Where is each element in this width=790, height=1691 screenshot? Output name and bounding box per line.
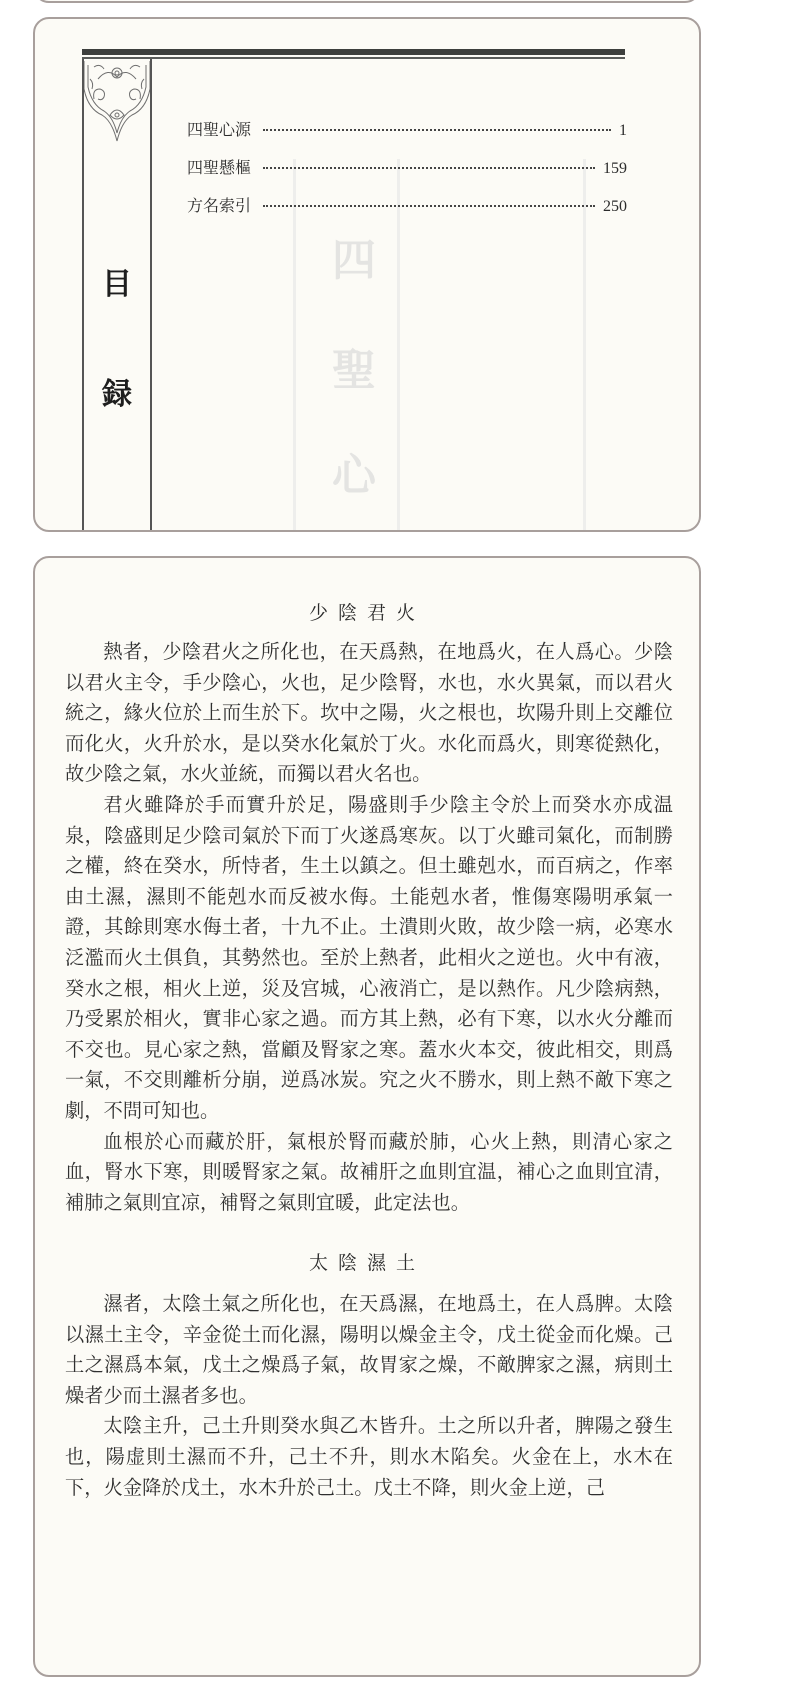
paragraph: 血根於心而藏於肝，氣根於腎而藏於肺，心火上熱，則清心家之血，腎水下寒，則暖腎家之氣。故補肝之血則宜温，補心之血則宜清，補肺之氣則宜凉，補腎之氣則宜暖，此定法也。 xyxy=(65,1129,673,1214)
paragraph: 君火雖降於手而實升於足，陽盛則手少陰主令於上而癸水亦成温泉，陰盛則足少陰司氣於下而丁火遂爲寒灰。以丁火雖司氣化，而制勝之權，終在癸水，所恃者，生土以鎮之。但土雖剋水，而百病之，作率由土濕，濕則不能剋水而反被水侮。土能剋水者，惟傷寒陽明承氣一證，其餘則寒水侮土者，十九不止。土潰則火敗，故少陰一病，必寒水泛濫而火土俱負，其勢然也。至於上熱者，此相火之逆也。火中有液，癸水之根，相火上逆，災及宫城，心液消亡，是以熱作。凡少陰病熱，乃受累於相火，實非心家之過。而方其上熱，必有下寒，以水火分離而不交也。見心家之熱，當顧及腎家之寒。蓋水火本交，彼此相交，則爲一氣，不交則離析分崩，逆爲冰炭。究之火不勝水，則上熱不敵下寒之劇，不問可知也。 xyxy=(65,792,673,1122)
toc-list xyxy=(187,117,627,231)
text-page-card xyxy=(33,556,701,1677)
toc-entry-page: 250 xyxy=(603,198,627,215)
section-title-taiyin-shitu: 太陰濕土 xyxy=(308,1252,425,1274)
toc-entry-page: 159 xyxy=(603,160,627,177)
dot-leader xyxy=(263,167,595,169)
toc-entry-page: 1 xyxy=(619,122,627,139)
paragraph: 太陰主升，己土升則癸水與乙木皆升。土之所以升者，脾陽之發生也，陽虚則土濕而不升，己土不升，則水木陷矣。火金在上，水木在下，火金降於戊土，水木升於己土。戊土不降，則火金上逆，己 xyxy=(65,1414,673,1499)
toc-title-char: 目 xyxy=(102,267,132,302)
toc-entry-label: 方名索引 xyxy=(187,196,252,215)
show-through-char: 心 xyxy=(332,450,376,501)
toc-entry-fangming-suoyin[interactable] xyxy=(187,193,627,231)
show-through-char: 聖 xyxy=(332,345,376,396)
toc-title-char: 録 xyxy=(102,377,132,412)
toc-entry-label: 四聖心源 xyxy=(187,120,252,139)
top-rule-thick xyxy=(82,49,625,55)
toc-page-card xyxy=(33,17,701,532)
toc-entry-label: 四聖懸樞 xyxy=(187,158,252,177)
dot-leader xyxy=(263,205,595,207)
section-title-shaoyin-junhuo: 少陰君火 xyxy=(308,602,425,624)
toc-entry-sisheng-xinyuan[interactable] xyxy=(187,117,627,155)
top-rule-thin xyxy=(82,57,625,59)
previous-page-card xyxy=(33,0,701,3)
section-body-taiyin-shitu xyxy=(65,1289,673,1503)
toc-entry-sisheng-xuanshu[interactable] xyxy=(187,155,627,193)
paragraph: 熱者，少陰君火之所化也，在天爲熱，在地爲火，在人爲心。少陰以君火主令，手少陰心，火也，足少陰腎，水也，水火異氣，而以君火統之，緣火位於上而生於下。坎中之陽，火之根也，坎陽升則上交離位而化火，火升於水，是以癸水化氣於丁火。水化而爲火，則寒從熱化，故少陰之氣，水火並統，而獨以君火名也。 xyxy=(65,640,673,786)
paragraph: 濕者，太陰土氣之所化也，在天爲濕，在地爲土，在人爲脾。太陰以濕土主令，辛金從土而化濕，陽明以燥金主令，戊土從金而化燥。己土之濕爲本氣，戊土之燥爲子氣，故胃家之燥，不敵脾家之濕，病則土燥者少而土濕者多也。 xyxy=(65,1292,673,1407)
section-body-shaoyin-junhuo xyxy=(65,637,673,1218)
floral-ornament-icon xyxy=(84,59,150,143)
dot-leader xyxy=(263,129,611,131)
show-through-char: 四 xyxy=(332,235,376,286)
toc-side-column xyxy=(82,59,152,532)
